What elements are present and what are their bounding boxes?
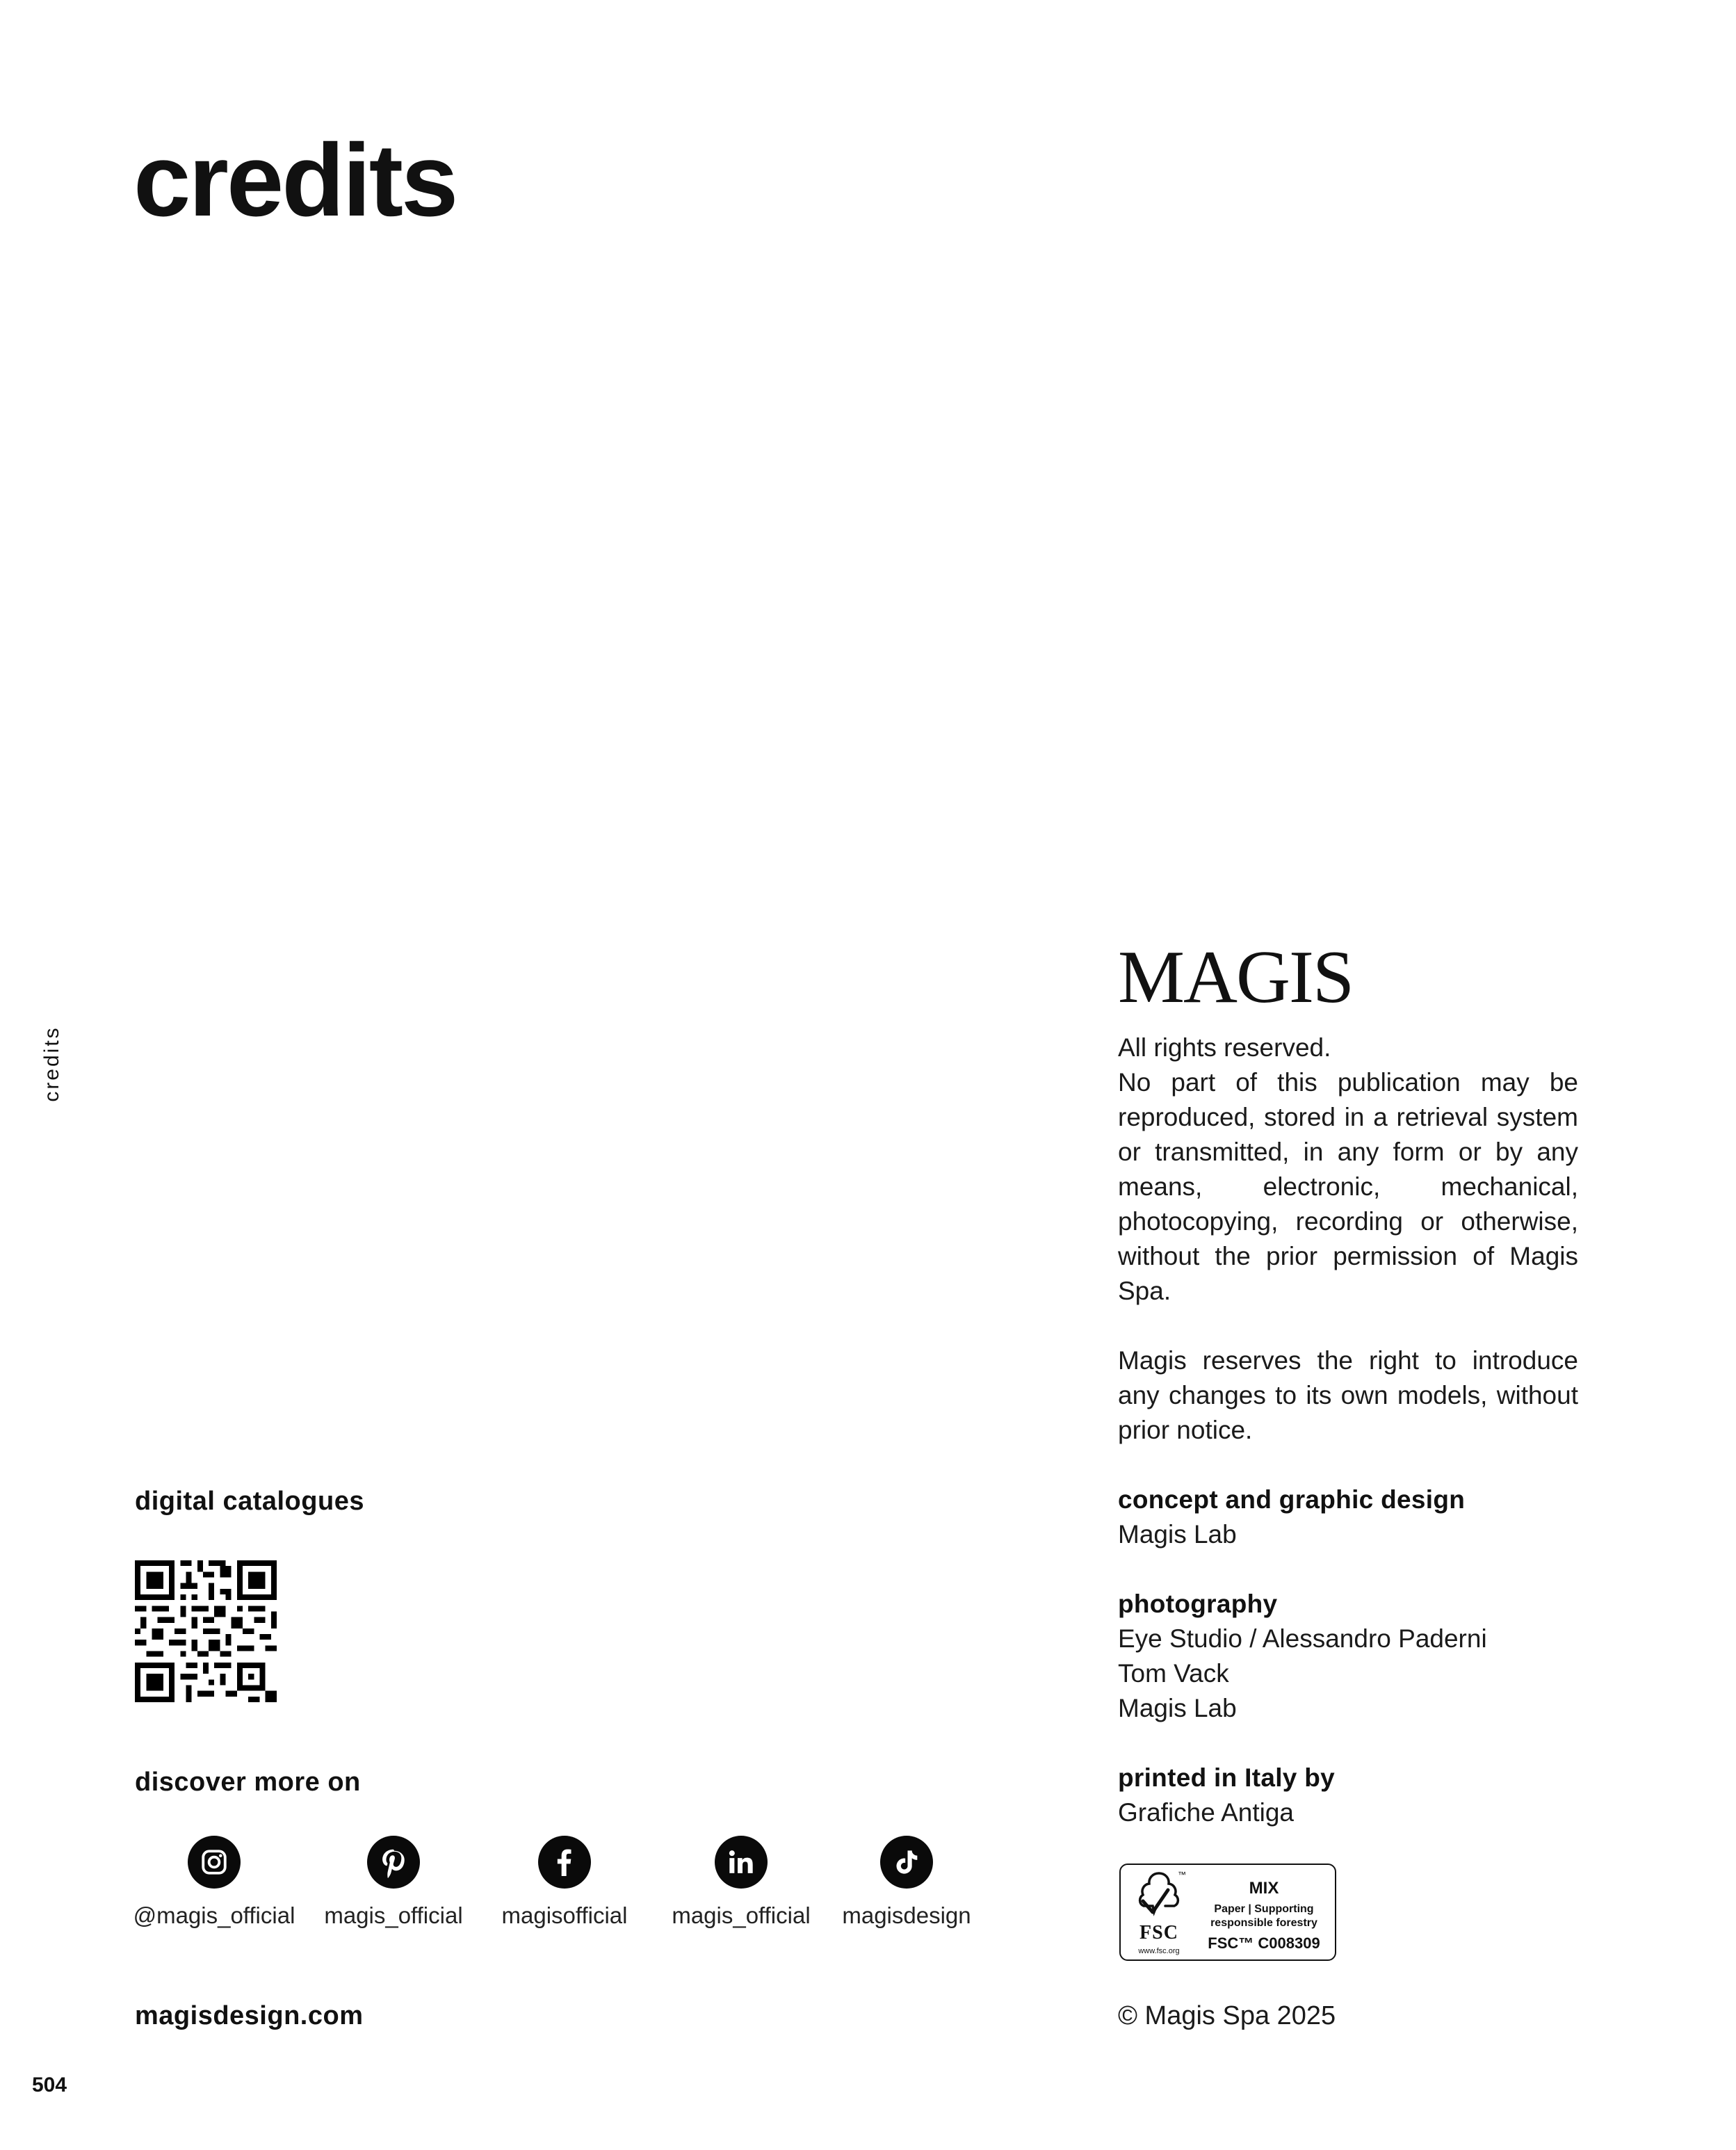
credit-line: Magis Lab <box>1118 1694 1237 1722</box>
page-number: 504 <box>32 2074 67 2096</box>
credit-block-design <box>1118 1482 1578 1552</box>
social-links <box>135 1836 1011 1940</box>
fsc-mix: MIX <box>1249 1879 1279 1898</box>
fsc-description-line: Paper | Supporting <box>1214 1903 1314 1915</box>
credit-line: Grafiche Antiga <box>1118 1798 1294 1827</box>
social-link-instagram[interactable] <box>124 1836 305 1940</box>
credit-line: Magis Lab <box>1118 1520 1237 1549</box>
social-link-linkedin[interactable] <box>651 1836 832 1940</box>
fsc-description <box>1196 1902 1332 1930</box>
social-link-facebook[interactable] <box>474 1836 655 1940</box>
rights-line-1: All rights reserved. <box>1118 1033 1331 1062</box>
credit-block-photography <box>1118 1587 1578 1726</box>
fsc-url: www.fsc.org <box>1138 1947 1180 1955</box>
pinterest-icon <box>367 1836 420 1889</box>
credit-heading: concept and graphic design <box>1118 1485 1466 1514</box>
social-handle: magis_official <box>324 1902 463 1928</box>
credits-column <box>1118 936 1578 1830</box>
social-link-tiktok[interactable] <box>816 1836 997 1940</box>
rights-paragraph <box>1118 1030 1578 1309</box>
social-handle: magis_official <box>672 1902 811 1928</box>
social-handle: magisdesign <box>842 1902 971 1928</box>
tiktok-icon <box>880 1836 933 1889</box>
credit-line: Eye Studio / Alessandro Paderni <box>1118 1624 1487 1653</box>
rights-line-2: No part of this publication may be reproduced, stored in a retrieval system or transmitted, in any form or by any means, electronic, mechanical, photocopying, recording or otherwise, without the prior permission of Magis Spa. <box>1118 1068 1578 1305</box>
fsc-tree-icon <box>1128 1869 1190 1923</box>
fsc-wordmark: FSC <box>1139 1922 1178 1943</box>
copyright: © Magis Spa 2025 <box>1118 2001 1336 2030</box>
social-link-pinterest[interactable] <box>303 1836 484 1940</box>
brand-logo: MAGIS <box>1118 936 1354 1019</box>
changes-paragraph: Magis reserves the right to introduce any changes to its own models, without prior notice. <box>1118 1346 1578 1444</box>
website-link[interactable]: magisdesign.com <box>135 2001 364 2030</box>
fsc-tm: ™ <box>1178 1870 1186 1880</box>
linkedin-icon <box>715 1836 768 1889</box>
credit-heading: photography <box>1118 1590 1278 1618</box>
fsc-description-line: responsible forestry <box>1210 1917 1317 1929</box>
fsc-license-code: FSC™ C008309 <box>1208 1934 1320 1952</box>
credit-heading: printed in Italy by <box>1118 1763 1336 1792</box>
facebook-icon <box>538 1836 591 1889</box>
credit-block-printing <box>1118 1761 1578 1830</box>
social-handle: magisofficial <box>501 1902 628 1928</box>
discover-more-heading: discover more on <box>135 1768 361 1797</box>
social-handle: @magis_official <box>133 1902 295 1928</box>
fsc-certification-badge <box>1119 1864 1336 1961</box>
qr-code[interactable] <box>135 1560 277 1702</box>
side-section-label: credits <box>40 1026 63 1102</box>
digital-catalogues-heading: digital catalogues <box>135 1487 364 1516</box>
page-title: credits <box>133 123 457 238</box>
instagram-icon <box>188 1836 241 1889</box>
credit-line: Tom Vack <box>1118 1659 1229 1688</box>
fsc-label <box>1196 1879 1332 1953</box>
fsc-logo <box>1128 1869 1190 1958</box>
